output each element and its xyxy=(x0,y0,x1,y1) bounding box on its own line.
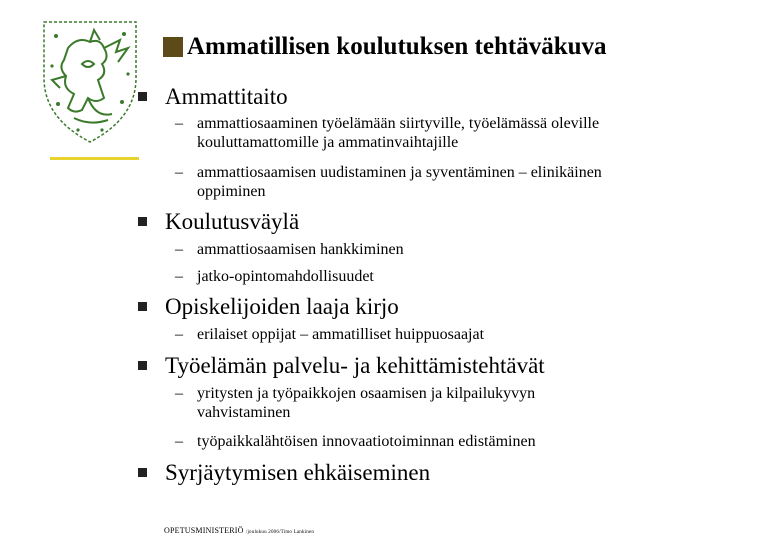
page-title: Ammatillisen koulutuksen tehtäväkuva xyxy=(187,33,607,60)
list-item: – erilaiset oppijat – ammatilliset huippuosaajat xyxy=(175,326,485,343)
section-heading: Työelämän palvelu- ja kehittämistehtävät xyxy=(165,353,545,378)
section-heading: Syrjäytymisen ehkäiseminen xyxy=(165,460,431,485)
square-bullet-icon xyxy=(138,361,147,370)
slide-title xyxy=(163,34,607,59)
section-heading: Opiskelijoiden laaja kirjo xyxy=(165,294,399,319)
list-item: – ammattiosaamisen hankkiminen xyxy=(175,241,404,258)
section-tyoelaman-palvelu xyxy=(138,354,545,377)
footer-org: OPETUSMINISTERIÖ xyxy=(164,526,244,535)
square-bullet-icon xyxy=(138,217,147,226)
section-heading: Koulutusväylä xyxy=(165,209,300,234)
list-item: – ammattiosaaminen työelämään siirtyville, työelämässä oleville kouluttamattomille ja ammatinvaihtajille xyxy=(175,115,600,151)
list-item: – ammattiosaamisen uudistaminen ja syventäminen – elinikäinen oppiminen xyxy=(175,164,602,200)
section-heading: Ammattitaito xyxy=(165,84,288,109)
accent-line xyxy=(50,157,139,160)
lion-coat-of-arms-icon xyxy=(38,18,142,146)
section-ammattitaito xyxy=(138,85,288,108)
section-koulutusvayla xyxy=(138,210,299,233)
footer-note: /joulukuu 2006/Timo Lankinen xyxy=(245,530,315,535)
square-bullet-icon xyxy=(138,92,147,101)
list-item: – jatko-opintomahdollisuudet xyxy=(175,268,374,285)
list-item: – yritysten ja työpaikkojen osaamisen ja kilpailukyvyn vahvistaminen xyxy=(175,385,536,421)
footer xyxy=(164,527,314,535)
list-item: – työpaikkalähtöisen innovaatiotoiminnan edistäminen xyxy=(175,433,536,450)
square-bullet-icon xyxy=(138,468,147,477)
square-bullet-icon xyxy=(138,302,147,311)
section-opiskelijoiden-kirjo xyxy=(138,295,399,318)
section-syrjaytymisen-ehkaiseminen xyxy=(138,461,430,484)
title-square-icon xyxy=(163,37,183,57)
